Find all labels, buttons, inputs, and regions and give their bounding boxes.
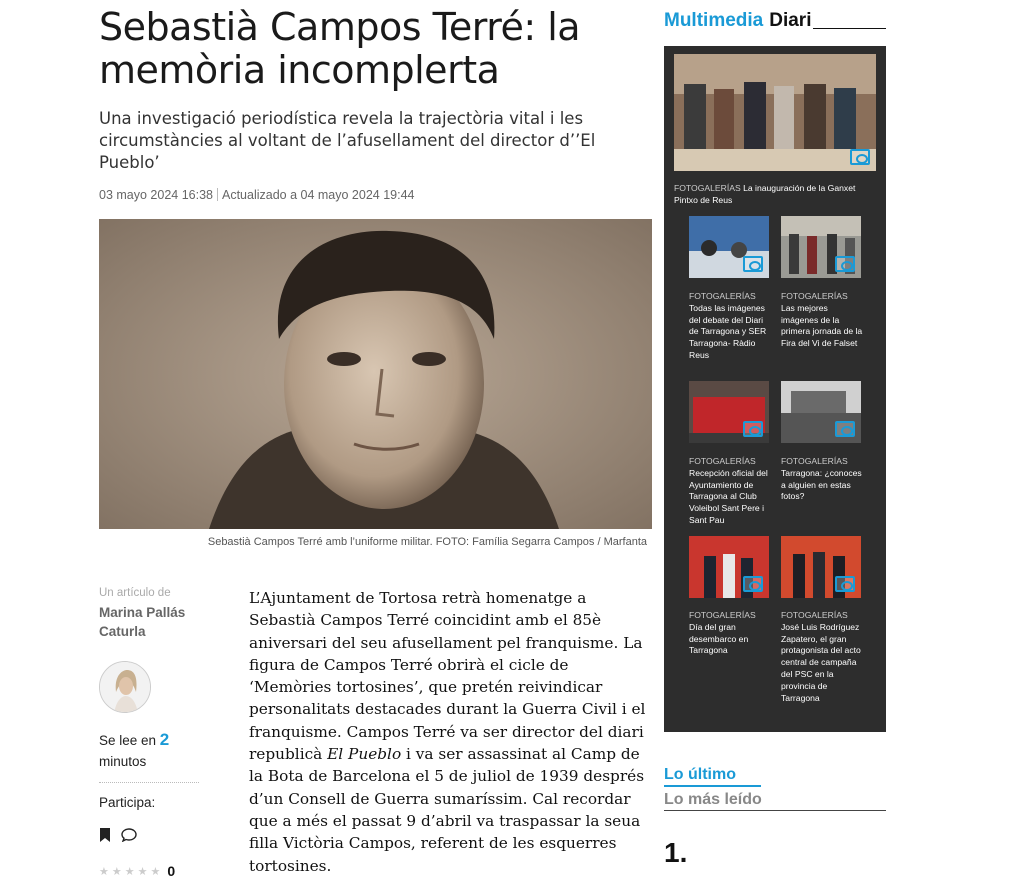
star-icon[interactable]: ★ (124, 865, 135, 878)
author-name[interactable]: Marina Pallás Caturla (99, 605, 186, 639)
read-time-suffix: minutos (99, 754, 147, 769)
gallery-caption[interactable] (781, 456, 863, 503)
author-divider (99, 782, 199, 783)
gallery-tag: FOTOGALERÍAS (781, 610, 848, 620)
gallery-title: Tarragona: ¿conoces a alguien en estas fotos? (781, 467, 862, 502)
gallery-title: José Luis Rodríguez Zapatero, el gran protagonista del acto central de campaña del PSC en la provincia de Tarragona (781, 621, 861, 703)
comment-icon[interactable] (121, 828, 137, 847)
participation-actions (99, 828, 209, 847)
gallery-image (674, 54, 876, 171)
gallery-title: Las mejores imágenes de la primera jornada de la Fira del Vi de Falset (781, 302, 863, 349)
article-photo[interactable] (99, 219, 652, 529)
gallery-tag: FOTOGALERÍAS (781, 456, 848, 466)
camera-icon (835, 576, 855, 592)
portrait-image (99, 219, 652, 529)
multimedia-panel (664, 46, 886, 732)
star-icon[interactable]: ★ (99, 865, 109, 878)
published-date: 03 mayo 2024 16:38 (99, 188, 213, 202)
camera-icon (743, 421, 763, 437)
author-avatar[interactable] (99, 661, 151, 713)
gallery-caption[interactable] (689, 610, 771, 657)
rank-number: 1. (664, 837, 688, 868)
date-separator (217, 188, 218, 201)
gallery-tag: FOTOGALERÍAS (689, 610, 756, 620)
camera-icon (835, 256, 855, 272)
multimedia-sidebar (664, 0, 886, 732)
gallery-thumb[interactable] (781, 216, 861, 278)
heading-rule (813, 28, 886, 29)
article-subtitle: Una investigació periodística revela la trajectòria vital i les circumstàncies al voltant de l’afusellament del director d’’El Pueblo’ (99, 109, 596, 172)
gallery-tag: FOTOGALERÍAS (781, 291, 848, 301)
gallery-tag: FOTOGALERÍAS (674, 183, 741, 193)
gallery-title: Recepción oficial del Ayuntamiento de Tarragona al Club Voleibol Sant Pere i Sant Pau (689, 467, 768, 525)
article-header (99, 0, 659, 202)
article-dates (99, 188, 659, 202)
multimedia-heading-a: Multimedia (664, 10, 764, 31)
star-icon[interactable]: ★ (137, 865, 148, 878)
gallery-caption[interactable] (689, 291, 771, 362)
featured-gallery-thumb[interactable] (674, 54, 876, 171)
camera-icon (743, 256, 763, 272)
gallery-tag: FOTOGALERÍAS (689, 291, 756, 301)
gallery-caption[interactable] (781, 291, 863, 350)
camera-icon (743, 576, 763, 592)
star-icon[interactable]: ★ (150, 865, 161, 878)
body-text-part2: i va ser assassinat al Camp de la Bota de Barcelona el 5 de juliol de 1939 després d’un Consell de Guerra sumaríssim. Cal recordar que a més el passat 9 d’abril va traspassar la seua filla Victòria Campos, referent de les esquerres tortosines. (249, 745, 645, 875)
body-text-part1: L’Ajuntament de Tortosa retrà homenatge a Sebastià Campos Terré coincidint amb el 85è aniversari del seu afusellament pel franquisme. La figura de Campos Terré obrirà el cicle de ‘Memòries tortosines’, que pretén reivindicar personalitats destacades durant la Guerra Civil i el franquisme. Campos Terré va ser director del diari republicà (249, 589, 646, 764)
multimedia-heading (664, 10, 886, 32)
participa-label: Participa: (99, 795, 156, 810)
updated-date: Actualizado a 04 mayo 2024 19:44 (221, 188, 415, 202)
rating-stars[interactable] (99, 863, 209, 879)
gallery-caption[interactable] (781, 610, 863, 704)
author-by-label: Un artículo de (99, 587, 171, 599)
latest-tabs (664, 766, 886, 869)
gallery-thumb[interactable] (781, 536, 861, 598)
rating-count: 0 (167, 863, 176, 879)
multimedia-heading-b: Diari (769, 10, 812, 31)
star-icon[interactable]: ★ (111, 865, 122, 878)
read-time (99, 729, 209, 772)
gallery-thumb[interactable] (781, 381, 861, 443)
tab-latest[interactable]: Lo último (664, 766, 761, 787)
newspaper-name: El Pueblo (327, 745, 402, 764)
read-time-prefix: Se lee en (99, 733, 160, 748)
gallery-tag: FOTOGALERÍAS (689, 456, 756, 466)
gallery-title: Día del gran desembarco en Tarragona (689, 621, 749, 656)
author-column (99, 587, 209, 879)
bookmark-icon[interactable] (99, 828, 111, 847)
photo-caption: Sebastià Campos Terré amb l’uniforme militar. FOTO: Família Segarra Campos / Marfanta (207, 536, 647, 548)
gallery-thumb[interactable] (689, 216, 769, 278)
avatar-image (100, 662, 151, 713)
read-time-minutes: 2 (159, 730, 170, 749)
camera-icon (835, 421, 855, 437)
article-title: Sebastià Campos Terré: la memòria incomplerta (99, 5, 581, 92)
gallery-title: Todas las imágenes del debate del Diari de Tarragona y SER Tarragona- Ràdio Reus (689, 302, 767, 360)
article-body (249, 587, 649, 877)
gallery-title: La inauguración de la Ganxet Pintxo de Reus (674, 183, 856, 205)
gallery-thumb[interactable] (689, 381, 769, 443)
tab-most-read[interactable]: Lo más leído (664, 791, 886, 811)
gallery-thumb[interactable] (689, 536, 769, 598)
gallery-caption[interactable] (689, 456, 771, 527)
camera-icon (850, 149, 870, 165)
featured-gallery-caption[interactable] (674, 183, 874, 207)
